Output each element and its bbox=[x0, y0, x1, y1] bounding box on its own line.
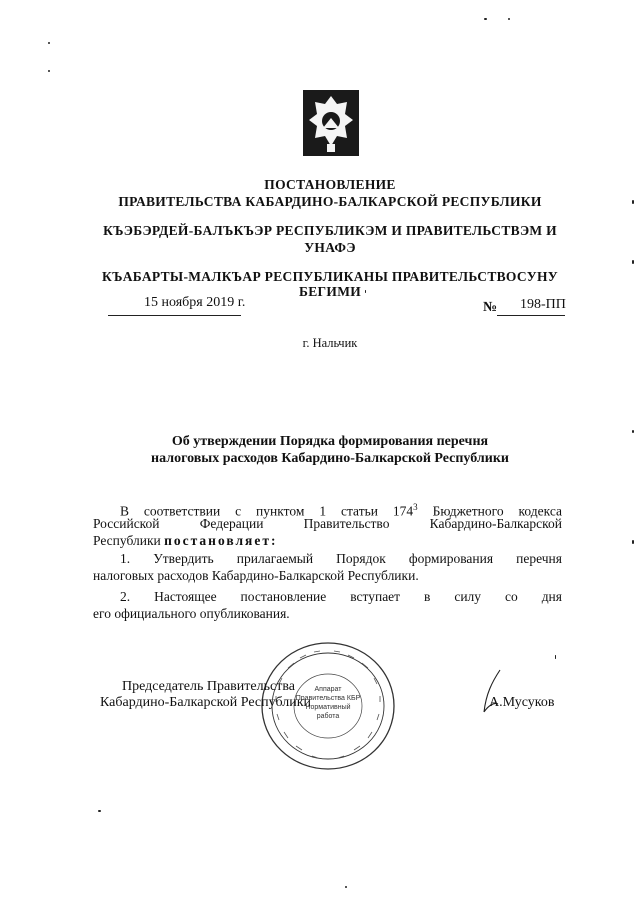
scan-speck bbox=[632, 200, 634, 204]
body-intro-prefix: Республики bbox=[93, 533, 165, 548]
signatory-position-line1: Председатель Правительства bbox=[122, 679, 295, 694]
number-underline bbox=[497, 315, 565, 316]
city: г. Нальчик bbox=[302, 336, 358, 350]
document-date: 15 ноября 2019 г. bbox=[144, 295, 246, 310]
scan-speck bbox=[48, 70, 50, 72]
scan-speck bbox=[484, 18, 487, 20]
body-intro-text-b: Бюджетного кодекса bbox=[417, 503, 562, 519]
signatory-position-line2: Кабардино-Балкарской Республики bbox=[100, 695, 311, 710]
body-intro-line3 bbox=[93, 533, 562, 550]
scan-speck bbox=[632, 540, 634, 544]
seal-center-line1: Аппарат bbox=[314, 686, 342, 693]
scan-speck bbox=[365, 290, 366, 293]
item1-line2: налоговых расходов Кабардино-Балкарской Республики. bbox=[93, 568, 419, 583]
scan-speck bbox=[555, 655, 556, 659]
document-type-heading: ПОСТАНОВЛЕНИЕ bbox=[264, 177, 396, 192]
seal-center-line2: Правительства КБР bbox=[295, 695, 361, 702]
item2-line2: его официального опубликования. bbox=[93, 606, 290, 621]
scan-speck bbox=[632, 430, 634, 433]
seal-center-line3: Нормативный bbox=[305, 704, 351, 711]
coat-of-arms-emblem bbox=[301, 88, 361, 158]
item2-line1: 2. Настоящее постановление вступает в силу со дня bbox=[120, 589, 562, 604]
document-number: 198-ПП bbox=[520, 297, 566, 312]
decree-word: постановляет: bbox=[164, 533, 278, 548]
scan-speck bbox=[508, 18, 510, 20]
seal-center-line4: работа bbox=[316, 713, 340, 720]
issuer-kabardian-line1: КЪЭБЭРДЕЙ-БАЛЪКЪЭР РЕСПУБЛИКЭМ И ПРАВИТЕЛЬСТВЭМ И bbox=[103, 223, 557, 238]
signatory-name: А.Мусуков bbox=[489, 695, 555, 710]
issuer-russian: ПРАВИТЕЛЬСТВА КАБАРДИНО-БАЛКАРСКОЙ РЕСПУБЛИКИ bbox=[118, 194, 542, 209]
scan-speck bbox=[345, 886, 347, 888]
item1-line1: 1. Утвердить прилагаемый Порядок формирования перечня bbox=[120, 551, 562, 566]
scan-speck bbox=[632, 260, 634, 264]
document-title-line2: налоговых расходов Кабардино-Балкарской Республики bbox=[151, 451, 509, 466]
document-title-line1: Об утверждении Порядка формирования перечня bbox=[171, 434, 489, 449]
issuer-kabardian-line2: УНАФЭ bbox=[304, 240, 356, 255]
issuer-balkar-line2: БЕГИМИ bbox=[298, 284, 362, 299]
body-intro-text-a: В соответствии с пунктом 1 статьи 174 bbox=[120, 503, 414, 519]
scan-speck bbox=[48, 42, 50, 44]
body-intro-superscript: 3 bbox=[413, 502, 418, 512]
number-sign: № bbox=[483, 300, 498, 315]
date-underline bbox=[108, 315, 241, 316]
scan-speck bbox=[98, 810, 101, 812]
issuer-balkar-line1: КЪАБАРТЫ-МАЛКЪАР РЕСПУБЛИКАНЫ ПРАВИТЕЛЬСТВОСУНУ bbox=[102, 269, 558, 284]
body-intro-line2: Российской Федерации Правительство Кабардино-Балкарской bbox=[93, 516, 562, 531]
